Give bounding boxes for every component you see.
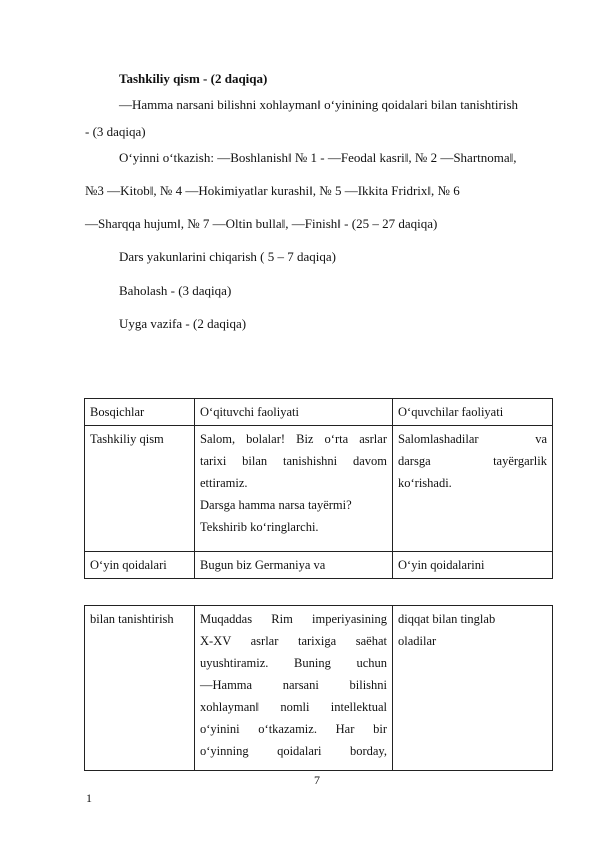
page-number: 7 xyxy=(314,773,320,787)
cell-line: o‘yinini o‘tkazamiz. Har bir xyxy=(200,722,387,736)
paragraph-line: ―Sharqqa hujum‖, № 7 ―Oltin bulla‖, ―Finish‖ - (25 – 27 daqiqa) xyxy=(85,216,438,231)
lesson-stages-table xyxy=(84,398,553,579)
cell-line: Salom, bolalar! Biz o‘rta asrlar xyxy=(200,432,387,446)
corner-mark: 1 xyxy=(86,791,92,805)
stage-cell: Tashkiliy qism xyxy=(85,426,195,552)
stage-cell: O‘yin qoidalari xyxy=(85,552,195,579)
header-cell: O‘quvchilar faoliyati xyxy=(393,399,553,426)
cell-line: o‘yinning qoidalari borday, xyxy=(200,744,387,758)
header-cell: Bosqichlar xyxy=(85,399,195,426)
paragraph-line: - (3 daqiqa) xyxy=(85,124,146,139)
paragraph-line: O‘yinni o‘tkazish: ―Boshlanish‖ № 1 - ―Feodal kasri‖, № 2 ―Shartnoma‖, xyxy=(119,150,517,165)
students-activity-cell xyxy=(393,606,553,771)
cell-line: oladilar xyxy=(398,634,437,648)
header-cell: O‘qituvchi faoliyati xyxy=(195,399,393,426)
paragraph-line: ―Hamma narsani bilishni xohlayman‖ o‘yinining qoidalari bilan tanishtirish xyxy=(119,97,519,112)
teacher-activity-cell: Bugun biz Germaniya va xyxy=(195,552,393,579)
cell-line: ―Hamma narsani bilishni xyxy=(200,678,387,692)
table-row xyxy=(85,426,553,552)
paragraph-line: Uyga vazifa - (2 daqiqa) xyxy=(119,316,247,331)
cell-line: Tekshirib ko‘ringlarchi. xyxy=(200,520,319,534)
students-activity-cell: O‘yin qoidalarini xyxy=(393,552,553,579)
table-row xyxy=(85,552,553,579)
lesson-stages-table-continued xyxy=(84,605,553,771)
cell-line: Darsga hamma narsa tayërmi? xyxy=(200,498,352,512)
paragraph-line: №3 ―Kitob‖, № 4 ―Hokimiyatlar kurashi‖, № 5 ―Ikkita Fridrix‖, № 6 xyxy=(85,183,460,198)
stage-cell: bilan tanishtirish xyxy=(85,606,195,771)
cell-line: ettiramiz. xyxy=(200,476,248,490)
teacher-activity-cell xyxy=(195,606,393,771)
table-row xyxy=(85,606,553,771)
cell-line: uyushtiramiz. Buning uchun xyxy=(200,656,387,670)
paragraph-line: Dars yakunlarini chiqarish ( 5 – 7 daqiqa) xyxy=(119,249,336,264)
table-header-row xyxy=(85,399,553,426)
cell-line: X-XV asrlar tarixiga saëhat xyxy=(200,634,387,648)
cell-line: Muqaddas Rim imperiyasining xyxy=(200,612,387,626)
teacher-activity-cell xyxy=(195,426,393,552)
cell-line: diqqat bilan tinglab xyxy=(398,612,496,626)
students-activity-cell xyxy=(393,426,553,552)
paragraph-line: Baholash - (3 daqiqa) xyxy=(119,283,232,298)
cell-line: ko‘rishadi. xyxy=(398,476,452,490)
cell-line: tarixi bilan tanishishni davom xyxy=(200,454,387,468)
cell-line: darsga tayërgarlik xyxy=(398,454,547,468)
cell-line: xohlayman‖ nomli intellektual xyxy=(200,700,387,714)
cell-line: Salomlashadilar va xyxy=(398,432,547,446)
section-heading: Tashkiliy qism - (2 daqiqa) xyxy=(119,71,268,86)
